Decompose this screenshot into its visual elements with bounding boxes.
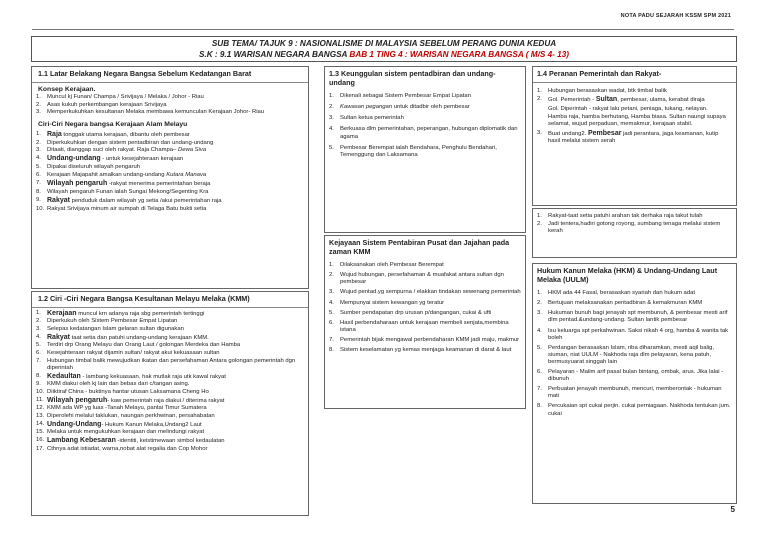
item-number: 2. bbox=[36, 318, 41, 325]
item-text bbox=[47, 342, 308, 349]
item-number: 10. bbox=[36, 205, 45, 212]
box-hkm bbox=[532, 263, 737, 504]
list-item bbox=[32, 147, 308, 154]
item-text bbox=[47, 109, 308, 116]
item-text bbox=[47, 147, 308, 154]
item-rest: Pembesar Berempat ialah Bendahara, Penghulu Bendahari, Temenggung dan Laksamana bbox=[340, 144, 497, 158]
item-rest: Hubungan timbal balik mewujudkan ikatan dan persefahaman Antara golongan pemerintah dgn diperintah bbox=[47, 357, 296, 371]
item-text bbox=[548, 369, 736, 383]
list-item bbox=[32, 326, 308, 333]
item-text bbox=[340, 145, 525, 159]
item-rest: Wilayah pengaruh Funan ialah Sungai Mekong/Segenting Kra bbox=[47, 188, 209, 195]
list-item bbox=[32, 389, 308, 396]
item-number: 15. bbox=[36, 429, 45, 436]
list-item bbox=[325, 104, 525, 111]
box-1-4-peranan bbox=[532, 66, 737, 206]
list-item bbox=[32, 180, 308, 188]
list-item bbox=[32, 94, 308, 101]
item-text bbox=[548, 88, 736, 95]
item-keyword: Wilayah pengaruh bbox=[47, 180, 108, 187]
box-1-1-latar-belakang bbox=[31, 66, 309, 289]
list-item bbox=[32, 164, 308, 171]
item-number: 4. bbox=[36, 333, 41, 340]
item-text bbox=[47, 405, 308, 412]
list-item bbox=[32, 318, 308, 325]
item-rest: Wujud pentad.yg sempurna / elakkan tindakan sewenang pemerintah bbox=[340, 289, 521, 296]
list-item bbox=[32, 172, 308, 179]
item-text bbox=[47, 189, 308, 196]
item-number: 1. bbox=[36, 309, 41, 316]
item-rest: Rakyat Srivijaya minum air sumpah di Telaga Batu bukti setia bbox=[47, 205, 207, 212]
item-text bbox=[340, 289, 525, 296]
item-number: 3. bbox=[36, 325, 41, 332]
item-italic: Dewa Siva bbox=[177, 147, 207, 154]
box-1-1-title: 1.1 Latar Belakang Negara Bangsa Sebelum Kedatangan Barat bbox=[32, 67, 308, 83]
item-number: 10. bbox=[36, 388, 45, 395]
item-number: 2. bbox=[537, 96, 542, 103]
item-italic: Kawasan pegangan bbox=[340, 104, 393, 111]
list-item bbox=[32, 206, 308, 213]
item-rest: jadi perantara, jaga keamanan, kutip hasil melalui sistem serah bbox=[548, 131, 719, 145]
item-rest: Pelayaran - Malim arif pasal bulan bintang, ombak, arus. Jika lalai - dibunuh bbox=[548, 369, 724, 383]
item-text bbox=[340, 115, 525, 122]
item-rest: KMM ada WP yg luas -Tanah Melayu, pantai Timur Sumatera bbox=[47, 405, 207, 412]
list-item bbox=[32, 197, 308, 205]
item-text bbox=[47, 94, 308, 101]
item-text bbox=[47, 437, 308, 445]
item-number: 5. bbox=[36, 164, 41, 171]
item-text bbox=[340, 310, 525, 317]
list-item bbox=[32, 373, 308, 381]
item-rest: , pembesar, ulama, kerabat diraja bbox=[617, 97, 705, 104]
item-number: 6. bbox=[537, 369, 542, 376]
item-text bbox=[340, 93, 525, 100]
item-number: 1. bbox=[329, 93, 334, 100]
item-keyword: Wilayah pengaruh bbox=[47, 396, 108, 404]
item-text bbox=[548, 386, 736, 400]
list-item bbox=[325, 337, 525, 344]
item-rest: Sistem keselamatan yg kemas menjaga keamanan di darat & laut bbox=[340, 347, 512, 354]
item-rest: Ditaati, dianggap suci oleh rakyat. Raja Champa– bbox=[47, 147, 178, 154]
box-hkm-title: Hukum Kanun Melaka (HKM) & Undang-Undang Laut Melaka (UULM) bbox=[537, 266, 718, 284]
list-item bbox=[32, 446, 308, 453]
konsep-list bbox=[32, 94, 308, 116]
list-item bbox=[533, 221, 736, 235]
item-text bbox=[548, 130, 736, 145]
item-rest: Diiktiraf China - buktinya hantar utusan Laksamana Cheng Ho bbox=[47, 388, 209, 395]
title-box bbox=[31, 36, 737, 62]
item-number: 5. bbox=[329, 144, 334, 151]
item-text bbox=[47, 140, 308, 147]
item-text bbox=[548, 221, 736, 235]
title-line-2-black: S.K : 9.1 WARISAN NEGARA BANGSA bbox=[199, 49, 350, 59]
item-number: 1. bbox=[36, 130, 41, 137]
item-rest: Berkuasa dlm pemerintahan, peperangan, hubungan diplomatik dan agama bbox=[340, 126, 518, 140]
item-rest: Terdiri drp Orang Melayu dan Orang Laut / golongan Merdeka dan Hamba bbox=[47, 342, 241, 349]
item-text bbox=[47, 180, 308, 188]
item-text bbox=[548, 300, 736, 307]
item-rest: Muncul kj Funan/ Champa / Srivijaya / Melaka / Johor - Riau bbox=[47, 94, 204, 101]
item-text bbox=[47, 310, 308, 318]
item-number: 6. bbox=[36, 172, 41, 179]
list-item bbox=[32, 429, 308, 436]
item-number: 17. bbox=[36, 445, 45, 452]
box-1-2-ciri-kmm bbox=[31, 291, 309, 516]
list-item bbox=[533, 300, 736, 307]
item-rest: taat setia dan patuhi undang-undang kerajaan KMM. bbox=[69, 334, 209, 341]
list-item bbox=[533, 403, 736, 417]
item-text bbox=[47, 206, 308, 213]
item-number bbox=[533, 106, 548, 113]
item-text bbox=[340, 262, 525, 269]
item-number: 14. bbox=[36, 420, 45, 427]
item-number: 7. bbox=[329, 336, 334, 343]
item-text bbox=[548, 96, 736, 104]
box-kejayaan-title: Kejayaan Sistem Pentabiran Pusat dan Jajahan pada zaman KMM bbox=[329, 238, 510, 256]
item-number: 4. bbox=[329, 299, 334, 306]
item-number: 9. bbox=[36, 196, 41, 203]
item-rest: Sumber pendapatan drp urusan p/dangangan, cukai & ufti bbox=[340, 309, 492, 316]
list-item bbox=[325, 272, 525, 286]
list-item bbox=[533, 386, 736, 400]
item-number: 5. bbox=[329, 309, 334, 316]
item-text bbox=[47, 413, 308, 420]
item-number: 6. bbox=[329, 319, 334, 326]
list-item bbox=[325, 300, 525, 307]
item-rest: Rakyat-taat setia patuhi arahan tak derhaka raja takut tulah bbox=[548, 213, 703, 219]
item-rest: Diperkukuh oleh Sistem Pembesar Empat Lipatan bbox=[47, 318, 178, 325]
item-text bbox=[340, 300, 525, 307]
item-rest: KMM diakui oleh kj lain dan bebas dari c/tangan asing. bbox=[47, 381, 190, 388]
item-number: 2. bbox=[537, 221, 542, 228]
ciri-heading: Ciri-Ciri Negara bangsa Kerajaan Alam Melayu bbox=[38, 121, 188, 129]
item-rest: - lambang kekuasaan, hak mutlak raja utk kawal rakyat bbox=[80, 373, 226, 380]
item-rest: Hamba raja, hamba berhutang, Hamba biasa. Sultan naungi supaya selamat, wujud perpaduan, memakmur, kerajaan stabil. bbox=[548, 114, 726, 128]
item-rest: - kaw pemerintah raja diakui / diterima rakyat bbox=[107, 397, 225, 404]
item-number: 13. bbox=[36, 412, 45, 419]
header-note: NOTA PADU SEJARAH KSSM SPM 2021 bbox=[620, 13, 731, 19]
item-number: 3. bbox=[537, 310, 542, 317]
item-number: 1. bbox=[537, 290, 542, 297]
list-item bbox=[32, 140, 308, 147]
item-rest: Percukaian spt cukai perjin. cukai perniagaan. Nakhoda tentukan jum. cukai bbox=[548, 403, 731, 417]
item-rest: Hukuman bunuh bagi jenayah spt membunuh, & pembesar mesti arif dlm pentad.&undang-undang. Sultan lantik pembesar bbox=[548, 310, 728, 324]
item-text bbox=[548, 114, 736, 128]
kejayaan-list bbox=[325, 262, 525, 354]
item-text bbox=[47, 373, 308, 381]
box-kejayaan bbox=[324, 235, 526, 409]
item-number: 1. bbox=[537, 213, 542, 219]
header-divider bbox=[32, 29, 734, 30]
list-item bbox=[533, 130, 736, 145]
item-number: 16. bbox=[36, 437, 45, 443]
item-rest: - Hukum Kanun Melaka,Undang2 Laut bbox=[101, 421, 202, 428]
list-item bbox=[325, 320, 525, 334]
item-number: 2. bbox=[36, 139, 41, 146]
item-text bbox=[47, 326, 308, 333]
item-number: 3. bbox=[329, 289, 334, 296]
item-text bbox=[47, 155, 308, 163]
item-text bbox=[548, 345, 736, 366]
item-number: 8. bbox=[329, 347, 334, 354]
konsep-heading: Konsep Kerajaan. bbox=[38, 85, 96, 93]
item-number: 4. bbox=[537, 327, 542, 334]
item-number: 4. bbox=[329, 126, 334, 133]
list-item bbox=[32, 381, 308, 388]
item-rest: -identiti, keistimewaan simbol kedaulatan bbox=[115, 438, 225, 444]
list-item bbox=[32, 413, 308, 420]
item-text bbox=[47, 381, 308, 388]
item-rest: Melaka untuk mengukuhkan kerajaan dan melindungi rakyat bbox=[47, 429, 205, 436]
item-text bbox=[548, 106, 736, 113]
item-number: 7. bbox=[537, 386, 542, 393]
item-rest: Hubungan berasaskan wadat, btk timbal balik bbox=[548, 87, 667, 94]
item-number: 8. bbox=[36, 372, 41, 379]
item-text bbox=[548, 213, 736, 220]
item-number: 1. bbox=[537, 87, 542, 94]
list-item bbox=[533, 96, 736, 104]
item-rest: HKM ada 44 Fasal, berasaskan syariah dan hukum adat bbox=[548, 290, 696, 297]
item-rest: Isu keluarga spt perkahwinan. Saksi nikah 4 org, hamba & wanita tak boleh bbox=[548, 327, 729, 341]
list-item bbox=[325, 115, 525, 122]
item-keyword: Lambang Kebesaran bbox=[47, 437, 116, 444]
item-rest: Perdangan berasaskan Islam, riba diharamkan, mesti aqil balig, siuman, niat UULM - Nakhoda raja dlm pelayaran, kena patuh, bermusyuarat singgah lain bbox=[548, 344, 715, 365]
item-text bbox=[47, 358, 308, 372]
item-number: 1. bbox=[36, 94, 41, 101]
title-line-2 bbox=[32, 50, 736, 61]
box-1-3-keunggulan bbox=[324, 66, 526, 233]
item-number: 3. bbox=[537, 130, 542, 137]
item-rest: Sultan ketua pemerintah bbox=[340, 115, 404, 122]
item-rest: Mempunyai sistem kewangan yg teratur bbox=[340, 299, 445, 306]
item-text bbox=[47, 397, 308, 405]
item-rest: Gol. Diperintah - rakyat lalu petani, peniaga, tukang, nelayan. bbox=[548, 105, 708, 112]
item-rest: Bertujuan melaksanakan pentadbiran & kemakmuran KMM bbox=[548, 300, 703, 307]
rakyat-list bbox=[533, 213, 736, 235]
item-text bbox=[340, 347, 525, 354]
item-text bbox=[47, 429, 308, 436]
item-number bbox=[533, 114, 548, 128]
item-rest: - untuk kesejahteraan kerajaan bbox=[100, 156, 184, 163]
peranan-list bbox=[533, 88, 736, 146]
item-text bbox=[47, 102, 308, 109]
list-item bbox=[325, 126, 525, 140]
item-keyword: Raja bbox=[47, 130, 62, 138]
item-rest: untuk ditadbir oleh pembesar bbox=[392, 104, 470, 111]
list-item bbox=[32, 342, 308, 349]
list-item bbox=[32, 358, 308, 372]
list-item bbox=[32, 421, 308, 429]
item-number: 3. bbox=[329, 115, 334, 122]
item-italic: Kutara Manava bbox=[166, 172, 207, 179]
item-text bbox=[47, 350, 308, 357]
item-number: 2. bbox=[329, 104, 334, 111]
item-text bbox=[47, 197, 308, 205]
item-rest: Dipakai diseluruh wilayah pengaruh bbox=[47, 164, 140, 171]
item-text bbox=[340, 272, 525, 286]
list-item bbox=[533, 345, 736, 366]
item-text bbox=[47, 389, 308, 396]
item-text bbox=[340, 320, 525, 334]
list-item bbox=[32, 189, 308, 196]
list-item bbox=[32, 102, 308, 109]
item-keyword: Sultan bbox=[595, 96, 618, 104]
item-rest: Pemerintah bijak mengawal perbendaharan KMM jadi maju, makmur bbox=[340, 336, 520, 343]
item-rest: Kerajaan Majapahit amalkan undang-undang bbox=[47, 172, 167, 179]
item-number: 4. bbox=[36, 155, 41, 162]
list-item bbox=[32, 397, 308, 405]
item-rest: Memperkukuhkan kesultanan Melaka membawa kemunculan Kerajaan Johor- Riau bbox=[47, 109, 265, 116]
item-rest: -rakyat menerima pemerintahan beraja bbox=[107, 181, 211, 187]
list-item bbox=[533, 328, 736, 342]
item-keyword: Undang-Undang bbox=[47, 420, 102, 428]
item-number: 12. bbox=[36, 405, 45, 412]
item-rest: Perbuatan jenayah membunuh, mencuri, memberontak - hukuman mati bbox=[548, 386, 722, 400]
item-rest: Cthnya adat istiadat, warna,nobat alat regalia dan Cop Mohor bbox=[47, 445, 208, 452]
item-rest: Hasil perbendaharaan untuk kerajaan membeli senjata,membina istana bbox=[340, 319, 509, 333]
item-number: 11. bbox=[36, 396, 44, 403]
item-rest: Wujud hubungan, persefahaman & muafakat antara sultan dgn pembesar bbox=[340, 272, 504, 286]
item-text bbox=[548, 290, 736, 297]
kmm-list bbox=[32, 310, 308, 453]
list-item bbox=[533, 310, 736, 324]
list-item bbox=[325, 262, 525, 269]
item-text bbox=[340, 104, 525, 111]
item-keyword: Rakyat bbox=[47, 196, 70, 204]
list-item bbox=[32, 437, 308, 445]
box-1-4-title: 1.4 Peranan Pemerintah dan Rakyat- bbox=[533, 67, 736, 83]
item-prefix: Gol. Pemerintah - bbox=[548, 97, 596, 104]
item-text bbox=[47, 172, 308, 179]
item-keyword: Pembesar bbox=[587, 130, 622, 138]
item-prefix: Buat undang2. bbox=[548, 131, 588, 138]
list-item bbox=[325, 310, 525, 317]
item-text bbox=[47, 164, 308, 171]
list-item bbox=[325, 145, 525, 159]
item-rest: Dikenali sebagai Sistem Pembesar Empat Lipatan bbox=[340, 93, 471, 100]
item-number: 3. bbox=[36, 147, 41, 154]
item-rest: Diperolehi melalui taklukan, naungan perkhwinan, persahabatan bbox=[47, 412, 215, 419]
item-number: 3. bbox=[36, 109, 41, 116]
item-number: 2. bbox=[36, 101, 41, 108]
item-text bbox=[47, 318, 308, 325]
list-item bbox=[325, 93, 525, 100]
item-rest: Kesejahteraan rakyat dijamin sultan/ rakyat akui kekuasaan sultan bbox=[47, 350, 220, 357]
item-rest: penduduk dalam wilayah yg setia /akui pemerintahan raja bbox=[69, 197, 222, 204]
item-text bbox=[47, 131, 308, 139]
list-item bbox=[533, 106, 736, 113]
item-rest: Diperkukuhkan dengan sistem pentadbiran dan undang-undang bbox=[47, 139, 214, 146]
item-rest: Asas kukuh perkembangan kerajaan Srivijaya bbox=[47, 101, 167, 108]
list-item bbox=[533, 213, 736, 220]
title-line-1: SUB TEMA/ TAJUK 9 : NASIONALISME DI MALAYSIA SEBELUM PERANG DUNIA KEDUA bbox=[211, 39, 557, 48]
title-line-2-red: BAB 1 TING 4 : WARISAN NEGARA BANGSA ( M/S 4- 13) bbox=[349, 49, 569, 59]
item-text bbox=[548, 328, 736, 342]
item-text bbox=[47, 446, 308, 453]
list-item bbox=[533, 290, 736, 297]
list-item bbox=[32, 334, 308, 342]
list-item bbox=[32, 405, 308, 412]
list-item bbox=[32, 310, 308, 318]
item-number: 9. bbox=[36, 381, 41, 388]
item-text bbox=[548, 310, 736, 324]
item-number: 2. bbox=[537, 300, 542, 307]
list-item bbox=[32, 109, 308, 116]
item-keyword: Rakyat bbox=[47, 333, 70, 341]
item-keyword: Kerajaan bbox=[47, 309, 77, 317]
item-number: 7. bbox=[36, 357, 41, 364]
list-item bbox=[325, 347, 525, 354]
list-item bbox=[533, 369, 736, 383]
item-rest: Selepas kedatangan Islam gelaran sultan digunakan bbox=[47, 325, 184, 332]
item-rest: Dilaksanakan oleh Pembesar Berempat bbox=[340, 262, 444, 269]
item-number: 8. bbox=[36, 188, 41, 195]
box-1-2-title: 1.2 Ciri -Ciri Negara Bangsa Kesultanan Melayu Melaka (KMM) bbox=[32, 292, 308, 308]
list-item bbox=[32, 131, 308, 139]
ciri-list bbox=[32, 131, 308, 213]
item-keyword: Undang-undang bbox=[47, 155, 101, 163]
item-number: 2. bbox=[329, 272, 334, 279]
list-item bbox=[533, 114, 736, 128]
item-text bbox=[47, 421, 308, 429]
item-number: 8. bbox=[537, 403, 542, 410]
item-rest: muncul krn adanya raja sbg pemerintah tertinggi bbox=[76, 310, 205, 317]
item-text bbox=[340, 337, 525, 344]
box-rakyat bbox=[532, 208, 737, 258]
list-item bbox=[32, 350, 308, 357]
keunggulan-list bbox=[325, 93, 525, 159]
item-number: 5. bbox=[537, 344, 542, 351]
item-text bbox=[548, 403, 736, 417]
box-1-3-title: 1.3 Keunggulan sistem pentadbiran dan undang-undang bbox=[329, 69, 496, 87]
item-rest: Jadi tentera,hadiri gotong royong, sumbang tenaga melalui sistem kerah bbox=[548, 221, 721, 235]
page-number: 5 bbox=[730, 505, 735, 514]
item-number: 6. bbox=[36, 350, 41, 357]
hkm-list bbox=[533, 290, 736, 417]
item-number: 1. bbox=[329, 262, 334, 269]
item-number: 5. bbox=[36, 342, 41, 349]
item-text bbox=[47, 334, 308, 342]
item-text bbox=[340, 126, 525, 140]
item-number: 7. bbox=[36, 180, 41, 186]
item-keyword: Kedaultan bbox=[47, 372, 81, 380]
item-rest: tonggak utama kerajaan, dibantu oleh pembesar bbox=[61, 131, 190, 138]
list-item bbox=[325, 289, 525, 296]
list-item bbox=[32, 155, 308, 163]
list-item bbox=[533, 88, 736, 95]
